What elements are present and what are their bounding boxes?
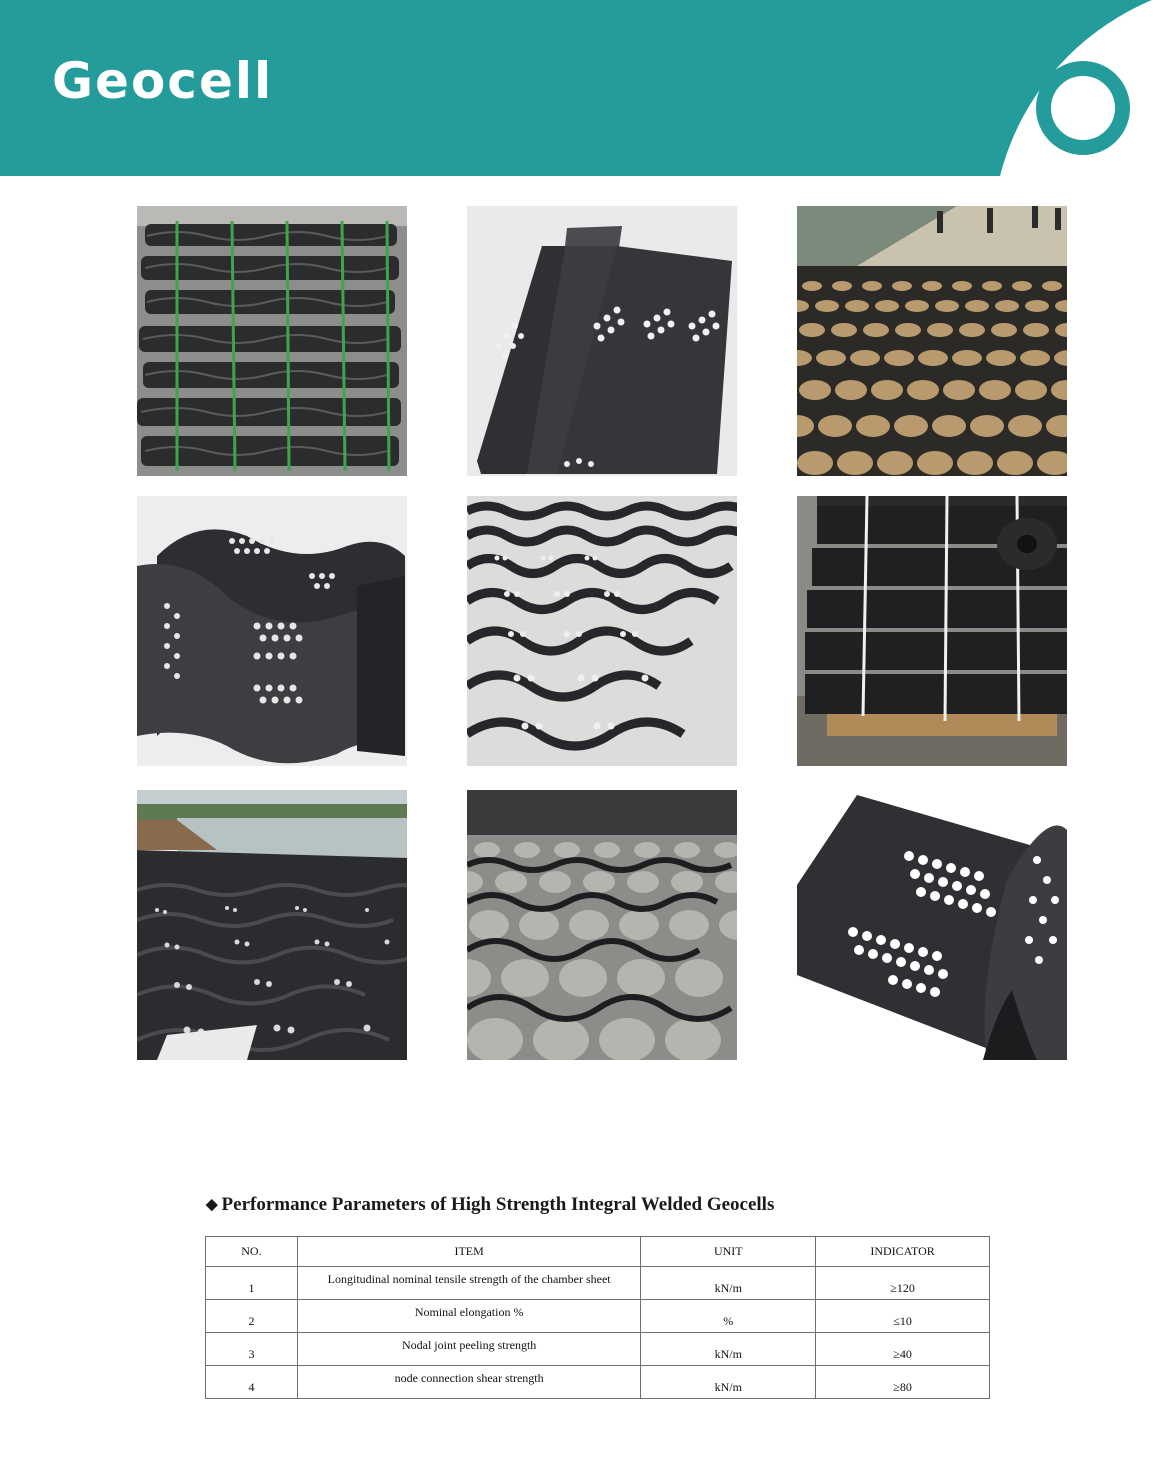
- diamond-bullet-icon: ◆: [206, 1197, 218, 1213]
- row-item: Nodal joint peeling strength: [297, 1333, 641, 1366]
- honeycomb-grid-closeup-photo: [467, 790, 737, 1060]
- textured-sheet-closeup-photo: [797, 790, 1067, 1060]
- header-unit: UNIT: [641, 1237, 816, 1267]
- row-no: 2: [206, 1300, 298, 1333]
- row-unit: %: [641, 1300, 816, 1333]
- row-indicator: ≥40: [816, 1333, 990, 1366]
- expanded-perforated-panel-photo: [137, 496, 407, 766]
- row-indicator: ≥80: [816, 1366, 990, 1399]
- row-item: Longitudinal nominal tensile strength of the chamber sheet: [297, 1267, 641, 1300]
- page-title: Geocell: [52, 52, 274, 110]
- geocell-grid-on-sand-photo: [797, 206, 1067, 476]
- geocell-honeycomb-floor-photo: [467, 496, 737, 766]
- riverbank-slope-install-photo: [137, 790, 407, 1060]
- header-no: NO.: [206, 1237, 298, 1267]
- header-item: ITEM: [297, 1237, 641, 1267]
- row-unit: kN/m: [641, 1333, 816, 1366]
- row-item: node connection shear strength: [297, 1366, 641, 1399]
- row-indicator: ≥120: [816, 1267, 990, 1300]
- stacked-pallet-photo: [797, 496, 1067, 766]
- row-unit: kN/m: [641, 1267, 816, 1300]
- table-title-text: Performance Parameters of High Strength Integral Welded Geocells: [221, 1194, 775, 1215]
- perforated-strips-photo: [467, 206, 737, 476]
- row-unit: kN/m: [641, 1366, 816, 1399]
- performance-parameters-table: [205, 1236, 990, 1399]
- header-indicator: INDICATOR: [816, 1237, 990, 1267]
- header-banner: [0, 0, 1159, 176]
- row-no: 3: [206, 1333, 298, 1366]
- table-header-row: [206, 1237, 990, 1267]
- row-no: 4: [206, 1366, 298, 1399]
- table-row: [206, 1267, 990, 1300]
- table-row: [206, 1333, 990, 1366]
- table-title: [206, 1194, 1006, 1216]
- row-no: 1: [206, 1267, 298, 1300]
- row-indicator: ≤10: [816, 1300, 990, 1333]
- row-item: Nominal elongation %: [297, 1300, 641, 1333]
- table-row: [206, 1366, 990, 1399]
- table-row: [206, 1300, 990, 1333]
- geocell-bundles-photo: [137, 206, 407, 476]
- ring-logo-icon: [1036, 61, 1130, 155]
